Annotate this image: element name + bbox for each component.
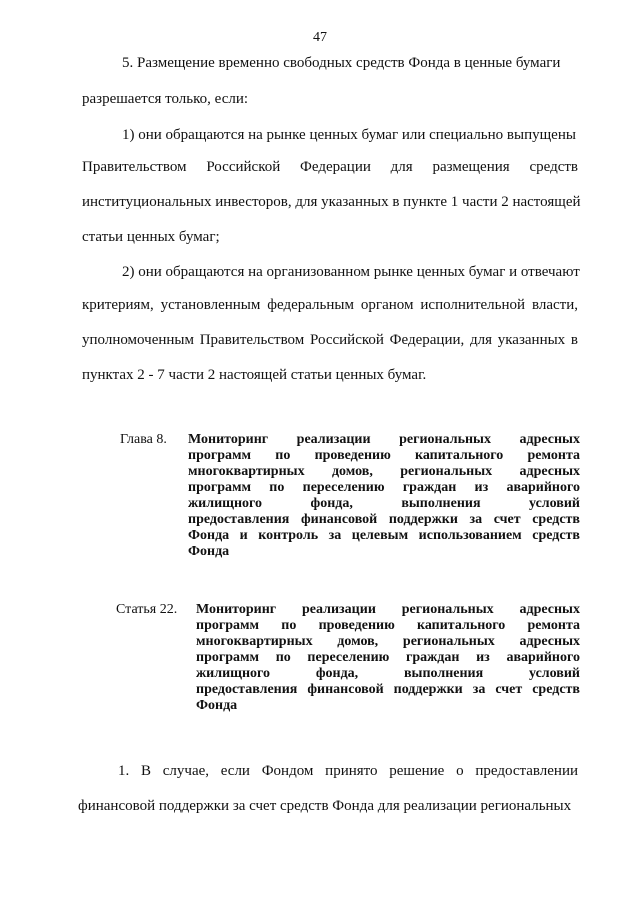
subitem-1-line-4: статьи ценных бумаг; — [82, 229, 220, 245]
article-title-line: программ по проведению капитального ремонта — [196, 618, 580, 633]
article-heading — [116, 602, 580, 718]
subitem-2-line-1: 2) они обращаются на организованном рынке ценных бумаг и отвечают — [122, 264, 580, 280]
subitem-1-line-2: Правительством Российской Федерации для размещения средств — [82, 159, 578, 175]
article-label: Статья 22. — [116, 602, 178, 617]
subitem-1-line-1: 1) они обращаются на рынке ценных бумаг или специально выпущены — [122, 127, 576, 143]
chapter-title-line: Фонда — [188, 544, 230, 559]
article-title-line: предоставления финансовой поддержки за счет средств — [196, 682, 580, 697]
subitem-2-line-3: уполномоченным Правительством Российской Федерации, для указанных в — [82, 332, 578, 348]
subitem-2-line-2: критериям, установленным федеральным органом исполнительной власти, — [82, 297, 578, 313]
article-title-line: жилищного фонда, выполнения условий — [196, 666, 580, 681]
chapter-title-line: программ по переселению граждан из аварийного — [188, 480, 580, 495]
chapter-title — [188, 432, 580, 560]
article-title-line: Мониторинг реализации региональных адресных — [196, 602, 580, 617]
final-paragraph-line-1: 1. В случае, если Фондом принято решение о предоставлении — [118, 763, 578, 779]
chapter-title-line: Мониторинг реализации региональных адресных — [188, 432, 580, 447]
chapter-title-line: жилищного фонда, выполнения условий — [188, 496, 580, 511]
chapter-title-line: Фонда и контроль за целевым использованием средств — [188, 528, 580, 543]
chapter-title-line: программ по проведению капитального ремонта — [188, 448, 580, 463]
paragraph-5-line-2: разрешается только, если: — [82, 91, 249, 107]
chapter-label: Глава 8. — [120, 432, 167, 447]
chapter-title-line: предоставления финансовой поддержки за счет средств — [188, 512, 580, 527]
subitem-1-line-3: институциональных инвесторов, для указанных в пункте 1 части 2 настоящей — [82, 194, 581, 210]
subitem-2-line-4: пунктах 2 - 7 части 2 настоящей статьи ценных бумаг. — [82, 367, 427, 383]
article-title-line: программ по переселению граждан из аварийного — [196, 650, 580, 665]
paragraph-5-line-1: 5. Размещение временно свободных средств Фонда в ценные бумаги — [122, 55, 561, 71]
final-paragraph-line-2: финансовой поддержки за счет средств Фонда для реализации региональных — [78, 798, 572, 814]
chapter-title-line: многоквартирных домов, региональных адресных — [188, 464, 580, 479]
article-title-line: Фонда — [196, 698, 238, 713]
article-title — [196, 602, 580, 714]
article-title-line: многоквартирных домов, региональных адресных — [196, 634, 580, 649]
page-number: 47 — [313, 30, 327, 45]
chapter-heading — [120, 432, 580, 562]
